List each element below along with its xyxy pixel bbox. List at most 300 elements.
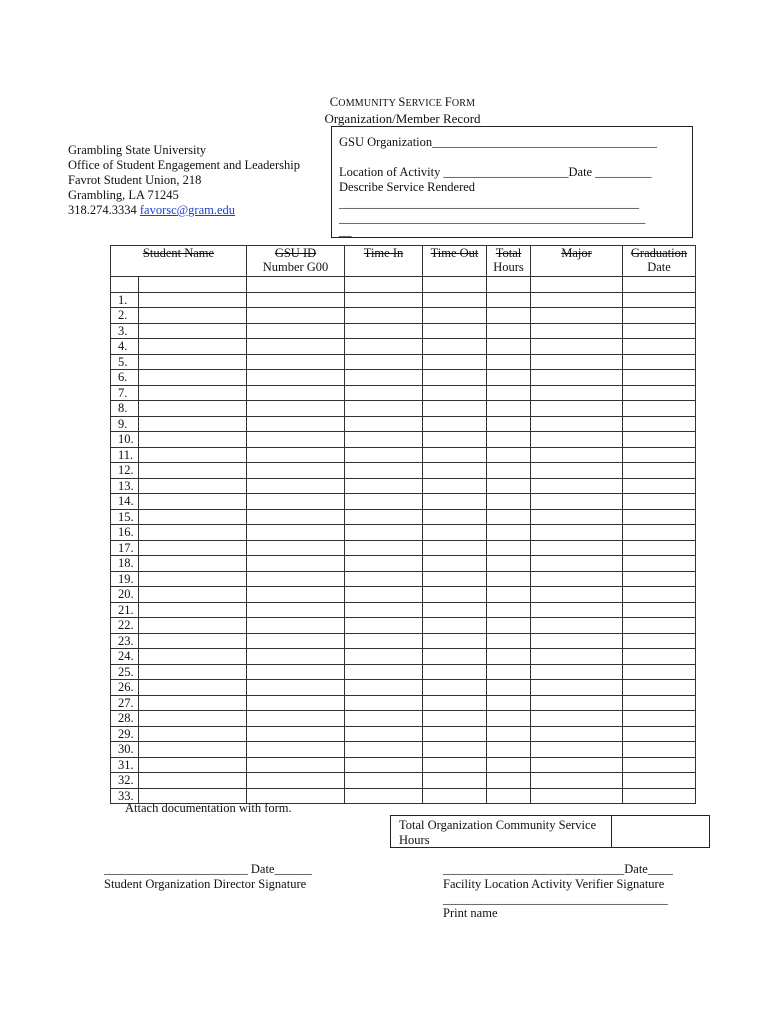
- table-cell[interactable]: [247, 401, 345, 417]
- table-row: [111, 478, 696, 494]
- table-cell[interactable]: [247, 509, 345, 525]
- table-cell[interactable]: [423, 292, 487, 308]
- table-cell[interactable]: [423, 587, 487, 603]
- table-cell[interactable]: [139, 556, 247, 572]
- table-cell[interactable]: [531, 695, 623, 711]
- table-cell[interactable]: [487, 726, 531, 742]
- table-cell[interactable]: [139, 540, 247, 556]
- table-cell[interactable]: [345, 571, 423, 587]
- table-cell[interactable]: [345, 788, 423, 804]
- table-cell[interactable]: [487, 463, 531, 479]
- table-cell[interactable]: [345, 587, 423, 603]
- table-cell[interactable]: [487, 401, 531, 417]
- table-cell[interactable]: [345, 308, 423, 324]
- table-cell[interactable]: [423, 711, 487, 727]
- table-cell[interactable]: [247, 680, 345, 696]
- table-row: [111, 525, 696, 541]
- table-cell[interactable]: [139, 509, 247, 525]
- table-cell[interactable]: [247, 494, 345, 510]
- table-cell[interactable]: [423, 618, 487, 634]
- table-cell[interactable]: [531, 711, 623, 727]
- table-cell[interactable]: [247, 277, 345, 293]
- table-row: [111, 308, 696, 324]
- table-cell[interactable]: [247, 571, 345, 587]
- table-cell[interactable]: [345, 742, 423, 758]
- table-cell[interactable]: [623, 308, 696, 324]
- table-cell[interactable]: [531, 323, 623, 339]
- table-cell[interactable]: [247, 618, 345, 634]
- table-cell[interactable]: [247, 308, 345, 324]
- table-cell[interactable]: [345, 649, 423, 665]
- table-cell[interactable]: [423, 509, 487, 525]
- table-cell[interactable]: [487, 695, 531, 711]
- table-cell[interactable]: [487, 680, 531, 696]
- table-cell[interactable]: [247, 540, 345, 556]
- table-row: [111, 602, 696, 618]
- table-row: [111, 385, 696, 401]
- table-cell[interactable]: [423, 370, 487, 386]
- table-cell[interactable]: [623, 788, 696, 804]
- table-cell[interactable]: [345, 339, 423, 355]
- table-row: [111, 773, 696, 789]
- table-cell[interactable]: [111, 277, 139, 293]
- table-cell[interactable]: [423, 478, 487, 494]
- table-cell[interactable]: [345, 773, 423, 789]
- print-name-line[interactable]: ____________________________________: [443, 892, 668, 906]
- table-cell[interactable]: [531, 401, 623, 417]
- table-cell[interactable]: [623, 726, 696, 742]
- location-date-field[interactable]: Location of Activity ____________________Date _________: [339, 165, 652, 179]
- table-cell[interactable]: [139, 447, 247, 463]
- table-cell[interactable]: [487, 773, 531, 789]
- table-cell[interactable]: [623, 649, 696, 665]
- table-cell[interactable]: [247, 354, 345, 370]
- table-cell[interactable]: [531, 571, 623, 587]
- table-cell[interactable]: [623, 478, 696, 494]
- table-cell[interactable]: [487, 447, 531, 463]
- describe-service-line-1[interactable]: ________________________________________________: [339, 196, 639, 210]
- table-cell[interactable]: [345, 618, 423, 634]
- table-cell[interactable]: [345, 633, 423, 649]
- table-cell[interactable]: [423, 602, 487, 618]
- table-cell[interactable]: [139, 773, 247, 789]
- verifier-signature-label: Facility Location Activity Verifier Signature: [443, 877, 665, 891]
- gsu-organization-field[interactable]: GSU Organization____________________________________: [339, 135, 658, 149]
- table-cell[interactable]: [423, 633, 487, 649]
- table-cell[interactable]: [623, 494, 696, 510]
- table-row: [111, 649, 696, 665]
- table-cell[interactable]: [531, 292, 623, 308]
- row-number: 19.: [111, 571, 139, 587]
- table-cell[interactable]: [139, 416, 247, 432]
- director-signature-line[interactable]: _______________________ Date______: [104, 862, 312, 876]
- table-cell[interactable]: [487, 292, 531, 308]
- table-cell[interactable]: [531, 618, 623, 634]
- table-cell[interactable]: [247, 478, 345, 494]
- table-row: [111, 292, 696, 308]
- table-cell[interactable]: [423, 649, 487, 665]
- table-cell[interactable]: [139, 370, 247, 386]
- table-row: [111, 463, 696, 479]
- table-cell[interactable]: [139, 680, 247, 696]
- table-cell[interactable]: [423, 742, 487, 758]
- table-row: [111, 540, 696, 556]
- table-cell[interactable]: [623, 463, 696, 479]
- table-cell[interactable]: [345, 292, 423, 308]
- table-cell[interactable]: [423, 757, 487, 773]
- table-cell[interactable]: [345, 757, 423, 773]
- table-cell[interactable]: [531, 385, 623, 401]
- column-header-2: [345, 246, 423, 277]
- table-cell[interactable]: [487, 478, 531, 494]
- table-cell[interactable]: [423, 447, 487, 463]
- table-cell[interactable]: [139, 401, 247, 417]
- table-cell[interactable]: [423, 788, 487, 804]
- table-cell[interactable]: [531, 416, 623, 432]
- table-row: [111, 509, 696, 525]
- table-cell[interactable]: [423, 323, 487, 339]
- table-cell[interactable]: [345, 556, 423, 572]
- table-cell[interactable]: [345, 401, 423, 417]
- table-row: [111, 587, 696, 603]
- table-cell[interactable]: [247, 695, 345, 711]
- table-cell[interactable]: [139, 726, 247, 742]
- table-row: [111, 618, 696, 634]
- table-cell[interactable]: [423, 664, 487, 680]
- table-cell[interactable]: [423, 354, 487, 370]
- table-cell[interactable]: [423, 726, 487, 742]
- row-number: 7.: [111, 385, 139, 401]
- table-cell[interactable]: [139, 463, 247, 479]
- table-cell[interactable]: [345, 463, 423, 479]
- table-cell[interactable]: [531, 432, 623, 448]
- total-hours-field[interactable]: [613, 816, 708, 847]
- table-cell[interactable]: [423, 680, 487, 696]
- table-cell[interactable]: [487, 370, 531, 386]
- table-cell[interactable]: [623, 618, 696, 634]
- table-cell[interactable]: [139, 664, 247, 680]
- table-cell[interactable]: [487, 618, 531, 634]
- table-cell[interactable]: [139, 292, 247, 308]
- table-cell[interactable]: [531, 463, 623, 479]
- table-cell[interactable]: [623, 385, 696, 401]
- table-cell[interactable]: [487, 308, 531, 324]
- table-cell[interactable]: [623, 695, 696, 711]
- table-cell[interactable]: [623, 602, 696, 618]
- table-cell[interactable]: [623, 292, 696, 308]
- table-cell[interactable]: [247, 416, 345, 432]
- table-cell[interactable]: [345, 385, 423, 401]
- table-cell[interactable]: [623, 370, 696, 386]
- row-number: 22.: [111, 618, 139, 634]
- table-cell[interactable]: [623, 556, 696, 572]
- table-row: [111, 354, 696, 370]
- table-cell[interactable]: [247, 370, 345, 386]
- describe-service-label: Describe Service Rendered: [339, 180, 476, 194]
- table-cell[interactable]: [423, 540, 487, 556]
- table-cell[interactable]: [345, 602, 423, 618]
- address-office: Office of Student Engagement and Leadership: [68, 158, 300, 172]
- table-row: [111, 711, 696, 727]
- table-cell[interactable]: [487, 339, 531, 355]
- form-subtitle: Organization/Member Record: [324, 111, 481, 126]
- table-cell[interactable]: [487, 525, 531, 541]
- table-cell[interactable]: [345, 478, 423, 494]
- table-row: [111, 556, 696, 572]
- table-cell[interactable]: [623, 447, 696, 463]
- table-cell[interactable]: [531, 494, 623, 510]
- table-cell[interactable]: [345, 323, 423, 339]
- row-number: 33.: [111, 788, 139, 804]
- table-row: [111, 323, 696, 339]
- table-cell[interactable]: [531, 370, 623, 386]
- table-cell[interactable]: [623, 587, 696, 603]
- table-cell[interactable]: [139, 478, 247, 494]
- table-cell[interactable]: [345, 370, 423, 386]
- table-cell[interactable]: [531, 664, 623, 680]
- verifier-signature-line[interactable]: _____________________________Date____: [443, 862, 673, 876]
- table-cell[interactable]: [423, 432, 487, 448]
- email-link[interactable]: favorsc@gram.edu: [139, 203, 236, 217]
- table-cell[interactable]: [531, 277, 623, 293]
- table-cell[interactable]: [423, 401, 487, 417]
- table-cell[interactable]: [247, 726, 345, 742]
- table-cell[interactable]: [487, 633, 531, 649]
- table-cell[interactable]: [247, 385, 345, 401]
- column-header-0: [111, 246, 247, 277]
- table-cell[interactable]: [623, 354, 696, 370]
- describe-service-line-2[interactable]: _________________________________________________: [339, 211, 646, 225]
- table-cell[interactable]: [531, 509, 623, 525]
- table-cell[interactable]: [247, 525, 345, 541]
- table-cell[interactable]: [531, 587, 623, 603]
- table-cell[interactable]: [139, 711, 247, 727]
- table-row: [111, 447, 696, 463]
- table-row: [111, 339, 696, 355]
- row-number: 20.: [111, 587, 139, 603]
- table-cell[interactable]: [623, 540, 696, 556]
- table-cell[interactable]: [487, 788, 531, 804]
- table-cell[interactable]: [487, 277, 531, 293]
- table-cell[interactable]: [423, 385, 487, 401]
- table-cell[interactable]: [487, 649, 531, 665]
- table-cell[interactable]: [423, 556, 487, 572]
- table-cell[interactable]: [623, 773, 696, 789]
- table-cell[interactable]: [247, 633, 345, 649]
- table-cell[interactable]: [531, 556, 623, 572]
- table-cell[interactable]: [423, 571, 487, 587]
- table-cell[interactable]: [139, 277, 247, 293]
- row-number: 11.: [111, 447, 139, 463]
- table-cell[interactable]: [623, 432, 696, 448]
- table-cell[interactable]: [247, 463, 345, 479]
- table-cell[interactable]: [247, 587, 345, 603]
- table-row: [111, 633, 696, 649]
- table-cell[interactable]: [423, 308, 487, 324]
- table-row: [111, 695, 696, 711]
- table-cell[interactable]: [487, 540, 531, 556]
- table-cell[interactable]: [531, 602, 623, 618]
- table-cell[interactable]: [423, 416, 487, 432]
- table-cell[interactable]: [139, 494, 247, 510]
- table-cell[interactable]: [531, 339, 623, 355]
- table-cell[interactable]: [487, 416, 531, 432]
- table-cell[interactable]: [247, 339, 345, 355]
- table-cell[interactable]: [423, 277, 487, 293]
- table-cell[interactable]: [623, 416, 696, 432]
- table-cell[interactable]: [345, 354, 423, 370]
- table-row: [111, 742, 696, 758]
- table-cell[interactable]: [345, 540, 423, 556]
- table-cell[interactable]: [487, 556, 531, 572]
- describe-service-line-3[interactable]: __: [339, 224, 352, 238]
- address-block: [68, 143, 300, 218]
- table-cell[interactable]: [531, 726, 623, 742]
- table-cell[interactable]: [345, 680, 423, 696]
- row-number: 23.: [111, 633, 139, 649]
- table-cell[interactable]: [345, 664, 423, 680]
- table-cell[interactable]: [623, 664, 696, 680]
- table-cell[interactable]: [139, 602, 247, 618]
- table-cell[interactable]: [247, 323, 345, 339]
- table-cell[interactable]: [623, 711, 696, 727]
- table-cell[interactable]: [531, 525, 623, 541]
- table-cell[interactable]: [623, 571, 696, 587]
- table-cell[interactable]: [531, 773, 623, 789]
- table-cell[interactable]: [487, 323, 531, 339]
- table-row: [111, 370, 696, 386]
- total-hours-box: [390, 815, 710, 848]
- table-cell[interactable]: [623, 339, 696, 355]
- table-cell[interactable]: [139, 385, 247, 401]
- table-cell[interactable]: [139, 354, 247, 370]
- table-cell[interactable]: [139, 525, 247, 541]
- table-cell[interactable]: [139, 742, 247, 758]
- table-cell[interactable]: [139, 757, 247, 773]
- table-row: [111, 401, 696, 417]
- table-cell[interactable]: [139, 587, 247, 603]
- table-cell[interactable]: [487, 385, 531, 401]
- table-cell[interactable]: [345, 695, 423, 711]
- contact-line: [68, 203, 300, 218]
- table-cell[interactable]: [623, 633, 696, 649]
- table-cell[interactable]: [487, 494, 531, 510]
- table-cell[interactable]: [623, 742, 696, 758]
- table-row: [111, 432, 696, 448]
- row-number: 27.: [111, 695, 139, 711]
- table-cell[interactable]: [623, 757, 696, 773]
- table-cell[interactable]: [247, 432, 345, 448]
- table-cell[interactable]: [487, 571, 531, 587]
- table-cell[interactable]: [139, 571, 247, 587]
- table-cell[interactable]: [487, 354, 531, 370]
- table-cell[interactable]: [345, 711, 423, 727]
- table-cell[interactable]: [139, 323, 247, 339]
- table-cell[interactable]: [247, 292, 345, 308]
- table-cell[interactable]: [623, 525, 696, 541]
- table-cell[interactable]: [531, 742, 623, 758]
- table-cell[interactable]: [247, 773, 345, 789]
- table-cell[interactable]: [247, 757, 345, 773]
- table-cell[interactable]: [345, 525, 423, 541]
- table-cell[interactable]: [345, 447, 423, 463]
- table-cell[interactable]: [423, 525, 487, 541]
- table-cell[interactable]: [139, 633, 247, 649]
- address-city: Grambling, LA 71245: [68, 188, 179, 202]
- table-cell[interactable]: [139, 308, 247, 324]
- table-header-row: [111, 246, 696, 277]
- table-cell[interactable]: [531, 308, 623, 324]
- table-cell[interactable]: [139, 649, 247, 665]
- table-cell[interactable]: [247, 602, 345, 618]
- table-row: [111, 277, 696, 293]
- table-cell[interactable]: [487, 509, 531, 525]
- table-cell[interactable]: [623, 277, 696, 293]
- table-cell[interactable]: [247, 556, 345, 572]
- table-cell[interactable]: [531, 354, 623, 370]
- table-cell[interactable]: [423, 494, 487, 510]
- table-cell[interactable]: [487, 587, 531, 603]
- table-cell[interactable]: [345, 416, 423, 432]
- table-cell[interactable]: [345, 432, 423, 448]
- table-cell[interactable]: [139, 618, 247, 634]
- table-cell[interactable]: [423, 339, 487, 355]
- table-cell[interactable]: [345, 494, 423, 510]
- table-cell[interactable]: [423, 463, 487, 479]
- table-cell[interactable]: [531, 447, 623, 463]
- table-cell[interactable]: [531, 757, 623, 773]
- table-cell[interactable]: [531, 633, 623, 649]
- table-cell[interactable]: [487, 602, 531, 618]
- column-header-5: [531, 246, 623, 277]
- table-cell[interactable]: [623, 401, 696, 417]
- table-cell[interactable]: [623, 509, 696, 525]
- table-cell[interactable]: [345, 509, 423, 525]
- table-cell[interactable]: [247, 664, 345, 680]
- table-cell[interactable]: [139, 432, 247, 448]
- table-cell[interactable]: [531, 540, 623, 556]
- row-number: 24.: [111, 649, 139, 665]
- row-number: 21.: [111, 602, 139, 618]
- table-cell[interactable]: [487, 757, 531, 773]
- table-cell[interactable]: [247, 447, 345, 463]
- table-cell[interactable]: [487, 432, 531, 448]
- table-cell[interactable]: [623, 323, 696, 339]
- table-cell[interactable]: [531, 788, 623, 804]
- table-row: [111, 494, 696, 510]
- table-row: [111, 571, 696, 587]
- table-cell[interactable]: [423, 773, 487, 789]
- table-cell[interactable]: [531, 478, 623, 494]
- table-cell[interactable]: [423, 695, 487, 711]
- row-number: 29.: [111, 726, 139, 742]
- table-cell[interactable]: [531, 680, 623, 696]
- table-cell[interactable]: [247, 742, 345, 758]
- row-number: 8.: [111, 401, 139, 417]
- table-cell[interactable]: [247, 711, 345, 727]
- table-cell[interactable]: [623, 680, 696, 696]
- table-cell[interactable]: [345, 726, 423, 742]
- table-cell[interactable]: [531, 649, 623, 665]
- row-number: 1.: [111, 292, 139, 308]
- table-cell[interactable]: [345, 277, 423, 293]
- table-cell[interactable]: [139, 339, 247, 355]
- table-cell[interactable]: [247, 649, 345, 665]
- table-cell[interactable]: [487, 711, 531, 727]
- table-cell[interactable]: [487, 664, 531, 680]
- table-cell[interactable]: [139, 695, 247, 711]
- table-cell[interactable]: [487, 742, 531, 758]
